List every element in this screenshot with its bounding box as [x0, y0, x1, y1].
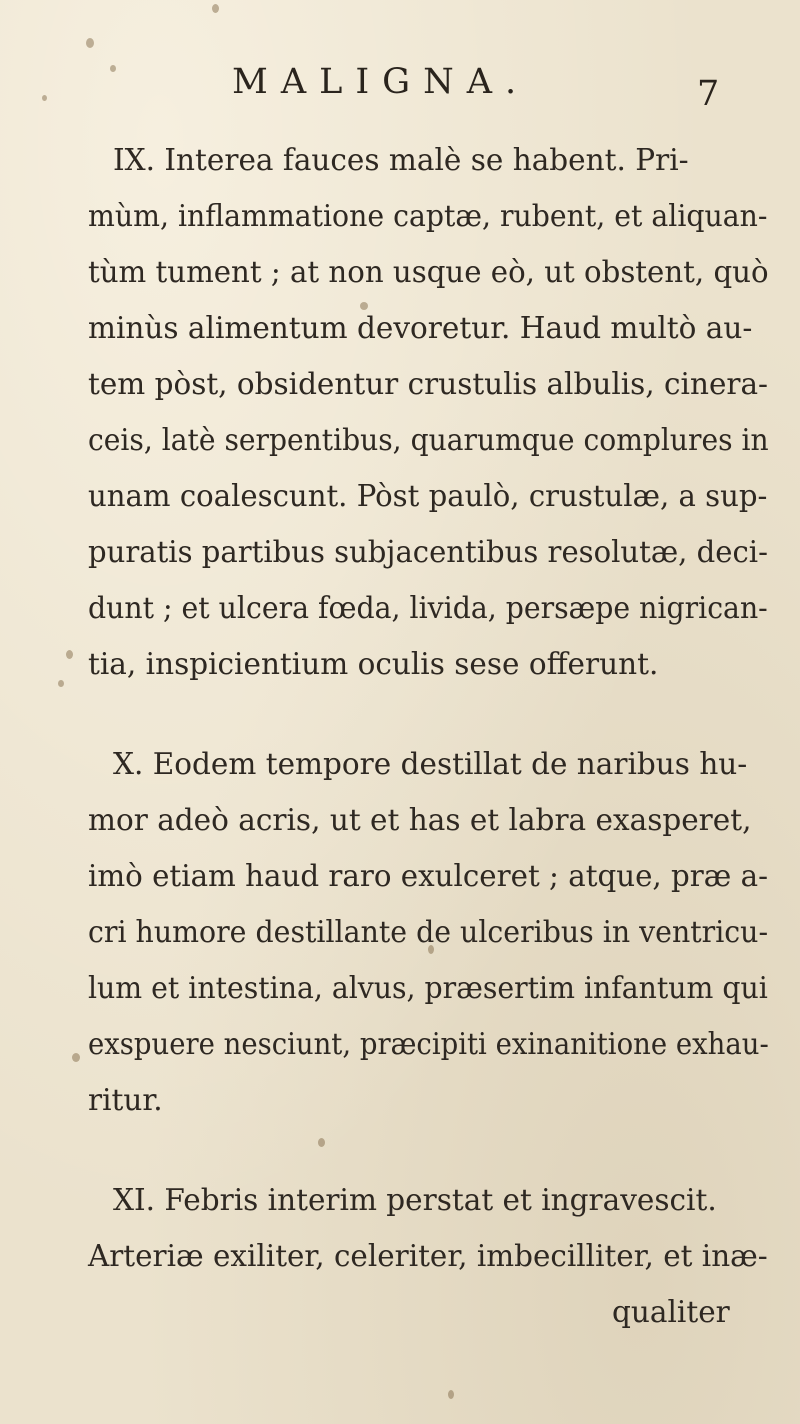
text-line: exspuere nesciunt, præcipiti exinanitione exhau-: [88, 1027, 769, 1061]
foxing-spot: [448, 1390, 454, 1399]
text-line: mùm, inflammatione captæ, rubent, et aliquan-: [88, 199, 768, 233]
foxing-spot: [58, 680, 64, 687]
text-line: unam coalescunt. Pòst paulò, crustulæ, a sup-: [88, 479, 768, 513]
text-line: tùm tument ; at non usque eò, ut obstent, quò: [88, 255, 769, 289]
text-line: lum et intestina, alvus, præsertim infantum qui: [88, 971, 768, 1005]
foxing-spot: [318, 1138, 325, 1147]
text-line: imò etiam haud raro exulceret ; atque, præ a-: [88, 859, 769, 893]
catchword: qualiter: [612, 1295, 730, 1329]
foxing-spot: [212, 4, 219, 13]
text-line: IX. Interea fauces malè se habent. Pri-: [113, 143, 689, 177]
text-line: tem pòst, obsidentur crustulis albulis, cinera-: [88, 367, 769, 401]
text-line: mor adeò acris, ut et has et labra exasperet,: [88, 803, 752, 837]
running-title: MALIGNA.: [232, 62, 530, 102]
text-line: ceis, latè serpentibus, quarumque complures in: [88, 423, 769, 457]
text-line: dunt ; et ulcera fœda, livida, persæpe nigrican-: [88, 591, 768, 625]
text-line: puratis partibus subjacentibus resolutæ, deci-: [88, 535, 768, 569]
text-line: tia, inspicientium oculis sese offerunt.: [88, 647, 659, 681]
foxing-spot: [66, 650, 73, 659]
text-line: ritur.: [88, 1083, 163, 1117]
page-header: [0, 62, 800, 114]
foxing-spot: [72, 1053, 80, 1062]
page-number: 7: [697, 74, 720, 114]
foxing-spot: [360, 302, 368, 310]
text-line: Arteriæ exiliter, celeriter, imbecilliter, et inæ-: [88, 1239, 768, 1273]
text-line: X. Eodem tempore destillat de naribus hu-: [113, 747, 748, 781]
foxing-spot: [86, 38, 94, 48]
text-line: minùs alimentum devoretur. Haud multò au-: [88, 311, 753, 345]
text-line: cri humore destillante de ulceribus in ventricu-: [88, 915, 769, 949]
text-line: XI. Febris interim perstat et ingravescit.: [113, 1183, 717, 1217]
